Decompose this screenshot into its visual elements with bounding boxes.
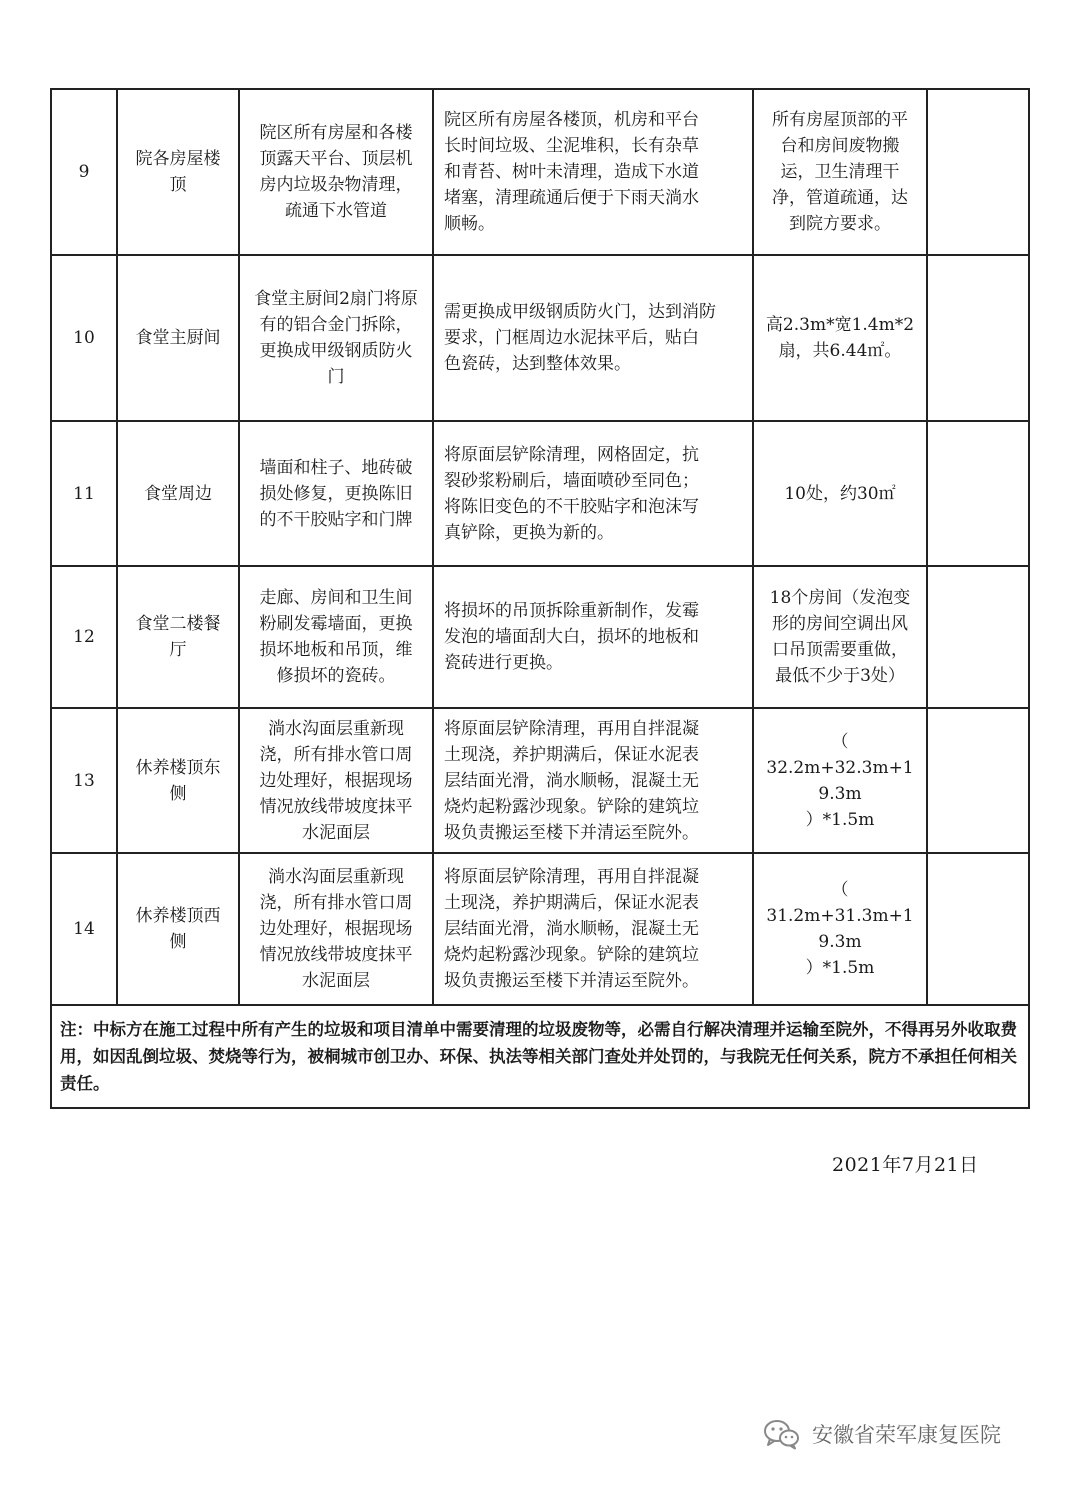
row-quantity: （ 32.2m+32.3m+19.3m ）*1.5m [753,708,927,853]
row-number: 12 [51,566,117,708]
row-number: 10 [51,255,117,421]
row-content: 走廊、房间和卫生间 粉刷发霉墙面，更换 损坏地板和吊顶，维 修损坏的瓷砖。 [239,566,433,708]
row-remark [927,708,1029,853]
row-content: 院区所有房屋和各楼 顶露天平台、顶层机 房内垃圾杂物清理， 疏通下水管道 [239,89,433,255]
row-quantity: （ 31.2m+31.3m+19.3m ）*1.5m [753,853,927,1005]
document-date: 2021年7月21日 [832,1154,979,1176]
row-requirement: 需更换成甲级钢质防火门，达到消防 要求，门框周边水泥抹平后，贴白 色瓷砖，达到整体效果。 [433,255,753,421]
table-row [51,566,1029,708]
footer-watermark [762,1418,1001,1450]
work-items-table [50,88,1030,1109]
table-row [51,421,1029,566]
row-requirement: 将原面层铲除清理，再用自拌混凝 土现浇，养护期满后，保证水泥表 层结面光滑，淌水顺畅，混凝土无 烧灼起粉露沙现象。铲除的建筑垃 圾负责搬运至楼下并清运至院外。 [433,708,753,853]
row-quantity: 18个房间（发泡变 形的房间空调出风 口吊顶需要重做， 最低不少于3处） [753,566,927,708]
row-location: 休养楼顶西 侧 [117,853,239,1005]
row-content: 食堂主厨间2扇门将原 有的铝合金门拆除， 更换成甲级钢质防火 门 [239,255,433,421]
row-number: 14 [51,853,117,1005]
row-remark [927,421,1029,566]
row-remark [927,89,1029,255]
row-location: 院各房屋楼 顶 [117,89,239,255]
row-location: 食堂二楼餐 厅 [117,566,239,708]
row-quantity: 10处，约30㎡ [753,421,927,566]
account-name: 安徽省荣军康复医院 [812,1423,1001,1447]
wechat-icon [762,1418,802,1450]
row-number: 13 [51,708,117,853]
row-remark [927,853,1029,1005]
row-content: 淌水沟面层重新现 浇，所有排水管口周 边处理好，根据现场 情况放线带坡度抹平 水泥面层 [239,708,433,853]
table-row [51,89,1029,255]
row-content: 淌水沟面层重新现 浇，所有排水管口周 边处理好，根据现场 情况放线带坡度抹平 水泥面层 [239,853,433,1005]
row-quantity: 所有房屋顶部的平 台和房间废物搬 运，卫生清理干 净，管道疏通，达 到院方要求。 [753,89,927,255]
row-content: 墙面和柱子、地砖破 损处修复，更换陈旧 的不干胶贴字和门牌 [239,421,433,566]
row-number: 9 [51,89,117,255]
table-row [51,853,1029,1005]
row-number: 11 [51,421,117,566]
row-requirement: 将原面层铲除清理，再用自拌混凝 土现浇，养护期满后，保证水泥表 层结面光滑，淌水顺畅，混凝土无 烧灼起粉露沙现象。铲除的建筑垃 圾负责搬运至楼下并清运至院外。 [433,853,753,1005]
note-row [51,1005,1029,1108]
row-requirement: 将原面层铲除清理，网格固定，抗 裂砂浆粉刷后，墙面喷砂至同色； 将陈旧变色的不干胶贴字和泡沫写 真铲除，更换为新的。 [433,421,753,566]
row-location: 休养楼顶东 侧 [117,708,239,853]
row-remark [927,255,1029,421]
note-text: 注：中标方在施工过程中所有产生的垃圾和项目清单中需要清理的垃圾废物等，必需自行解决清理并运输至院外，不得再另外收取费用，如因乱倒垃圾、焚烧等行为，被桐城市创卫办、环保、执法等相关部门查处并处罚的，与我院无任何关系，院方不承担任何相关责任。 [51,1005,1029,1108]
row-location: 食堂周边 [117,421,239,566]
row-requirement: 将损坏的吊顶拆除重新制作，发霉 发泡的墙面刮大白，损坏的地板和 瓷砖进行更换。 [433,566,753,708]
table-row [51,708,1029,853]
table-row [51,255,1029,421]
row-quantity: 高2.3m*宽1.4m*2 扇，共6.44㎡。 [753,255,927,421]
row-requirement: 院区所有房屋各楼顶，机房和平台 长时间垃圾、尘泥堆积，长有杂草 和青苔、树叶未清理，造成下水道 堵塞，清理疏通后便于下雨天淌水 顺畅。 [433,89,753,255]
row-location: 食堂主厨间 [117,255,239,421]
row-remark [927,566,1029,708]
